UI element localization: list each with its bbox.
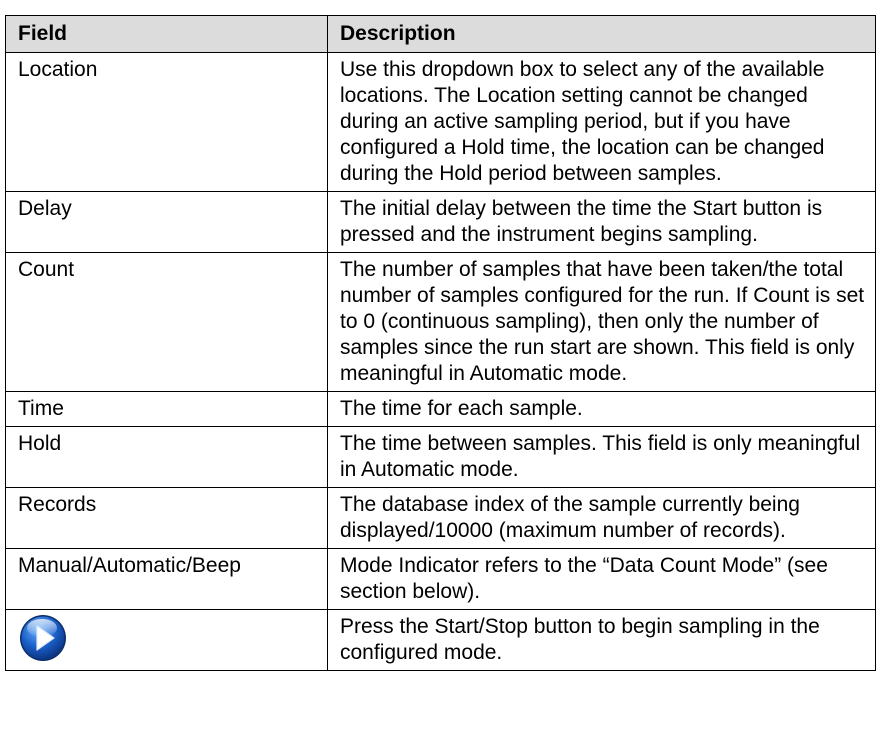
table-row xyxy=(6,253,876,392)
row-field-icon-cell xyxy=(6,610,328,671)
row-description: The number of samples that have been taken/the total number of samples configured for the run. If Count is set to 0 (continuous sampling), then only the number of samples since the run start are shown. This field is only meaningful in Automatic mode. xyxy=(328,253,876,392)
row-description: The time for each sample. xyxy=(328,392,876,427)
row-field: Location xyxy=(6,53,328,192)
table-row xyxy=(6,549,876,610)
row-field: Records xyxy=(6,488,328,549)
row-field: Hold xyxy=(6,427,328,488)
row-field: Count xyxy=(6,253,328,392)
row-description: The initial delay between the time the Start button is pressed and the instrument begins sampling. xyxy=(328,192,876,253)
row-description: Press the Start/Stop button to begin sampling in the configured mode. xyxy=(328,610,876,671)
play-button-icon xyxy=(18,613,68,663)
header-description: Description xyxy=(328,16,876,53)
table-row xyxy=(6,192,876,253)
row-description: Mode Indicator refers to the “Data Count Mode” (see section below). xyxy=(328,549,876,610)
row-field: Time xyxy=(6,392,328,427)
table-row xyxy=(6,610,876,671)
row-field: Manual/Automatic/Beep xyxy=(6,549,328,610)
row-field: Delay xyxy=(6,192,328,253)
table-row xyxy=(6,53,876,192)
table-row xyxy=(6,488,876,549)
table-row xyxy=(6,392,876,427)
row-description: The database index of the sample currently being displayed/10000 (maximum number of records). xyxy=(328,488,876,549)
table-header-row xyxy=(6,16,876,53)
field-description-table xyxy=(5,15,876,671)
table-row xyxy=(6,427,876,488)
row-description: Use this dropdown box to select any of the available locations. The Location setting cannot be changed during an active sampling period, but if you have configured a Hold time, the location can be changed during the Hold period between samples. xyxy=(328,53,876,192)
row-description: The time between samples. This field is only meaningful in Automatic mode. xyxy=(328,427,876,488)
header-field: Field xyxy=(6,16,328,53)
